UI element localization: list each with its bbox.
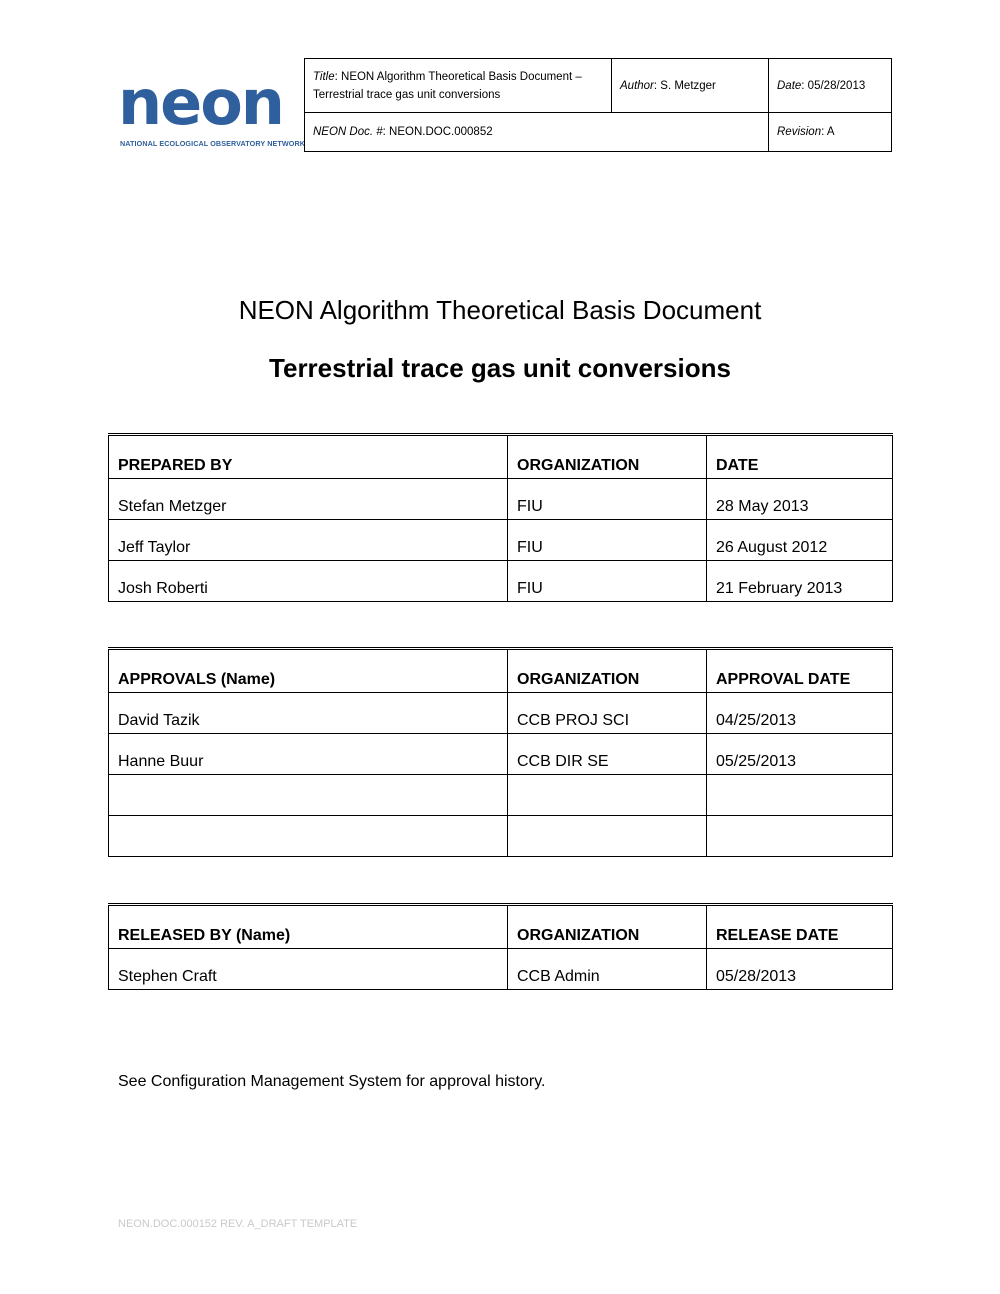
header-date-label: Date: [777, 79, 802, 92]
table-row: [109, 949, 893, 990]
table-header-row: [109, 649, 893, 693]
table-cell: [508, 775, 707, 816]
header-revision-cell: [769, 113, 892, 152]
table-cell: Stephen Craft: [109, 949, 508, 990]
table-cell: 05/25/2013: [707, 734, 893, 775]
header-doc-label: NEON Doc. #: [313, 126, 383, 138]
header-title-cell: [305, 59, 612, 113]
header-title-label: Title: [313, 70, 335, 83]
table-cell: CCB DIR SE: [508, 734, 707, 775]
table-cell: 05/28/2013: [707, 949, 893, 990]
table-cell: FIU: [508, 520, 707, 561]
released-by-table: [108, 903, 893, 990]
table-cell: CCB PROJ SCI: [508, 693, 707, 734]
table-cell: [109, 775, 508, 816]
page-footer: NEON.DOC.000152 REV. A_DRAFT TEMPLATE: [118, 1218, 358, 1230]
table-cell: CCB Admin: [508, 949, 707, 990]
table-header-row: [109, 435, 893, 479]
column-header: RELEASED BY (Name): [109, 905, 508, 949]
table-row: [109, 775, 893, 816]
column-header: APPROVALS (Name): [109, 649, 508, 693]
table-row: [109, 734, 893, 775]
header-doc-number-cell: [305, 113, 769, 152]
column-header: ORGANIZATION: [508, 435, 707, 479]
prepared-by-table: [108, 433, 893, 602]
header-doc-value: : NEON.DOC.000852: [382, 126, 493, 138]
header-date-value: : 05/28/2013: [801, 79, 866, 92]
table-row: [109, 479, 893, 520]
approvals-table: [108, 647, 893, 857]
column-header: ORGANIZATION: [508, 905, 707, 949]
table-header-row: [109, 905, 893, 949]
header-author-cell: [612, 59, 769, 113]
table-cell: FIU: [508, 561, 707, 602]
table-cell: [707, 816, 893, 857]
table-cell: Josh Roberti: [109, 561, 508, 602]
header-date-cell: [769, 59, 892, 113]
header-revision-value: : A: [821, 126, 835, 138]
table-cell: 26 August 2012: [707, 520, 893, 561]
approval-history-note: See Configuration Management System for approval history.: [118, 1073, 546, 1090]
document-header-table: [304, 58, 892, 152]
table-row: [109, 693, 893, 734]
column-header: RELEASE DATE: [707, 905, 893, 949]
column-header: ORGANIZATION: [508, 649, 707, 693]
table-cell: [109, 816, 508, 857]
header-author-value: : S. Metzger: [653, 79, 716, 92]
logo-wordmark: neon: [118, 66, 283, 139]
neon-logo: [118, 66, 306, 152]
table-cell: 28 May 2013: [707, 479, 893, 520]
header-author-label: Author: [620, 79, 654, 92]
table-row: [109, 520, 893, 561]
document-subtitle: Terrestrial trace gas unit conversions: [269, 353, 731, 383]
header-revision-label: Revision: [777, 126, 822, 138]
column-header: PREPARED BY: [109, 435, 508, 479]
table-cell: Stefan Metzger: [109, 479, 508, 520]
column-header: APPROVAL DATE: [707, 649, 893, 693]
header-title-value: : NEON Algorithm Theoretical Basis Document – Terrestrial trace gas unit conversions: [313, 70, 582, 101]
table-row: [109, 816, 893, 857]
logo-subtitle: NATIONAL ECOLOGICAL OBSERVATORY NETWORK: [120, 139, 306, 148]
table-cell: 04/25/2013: [707, 693, 893, 734]
table-cell: [707, 775, 893, 816]
column-header: DATE: [707, 435, 893, 479]
table-cell: [508, 816, 707, 857]
table-row: [109, 561, 893, 602]
table-cell: David Tazik: [109, 693, 508, 734]
table-cell: 21 February 2013: [707, 561, 893, 602]
table-cell: Hanne Buur: [109, 734, 508, 775]
document-title: NEON Algorithm Theoretical Basis Document: [238, 295, 762, 325]
table-cell: Jeff Taylor: [109, 520, 508, 561]
table-cell: FIU: [508, 479, 707, 520]
